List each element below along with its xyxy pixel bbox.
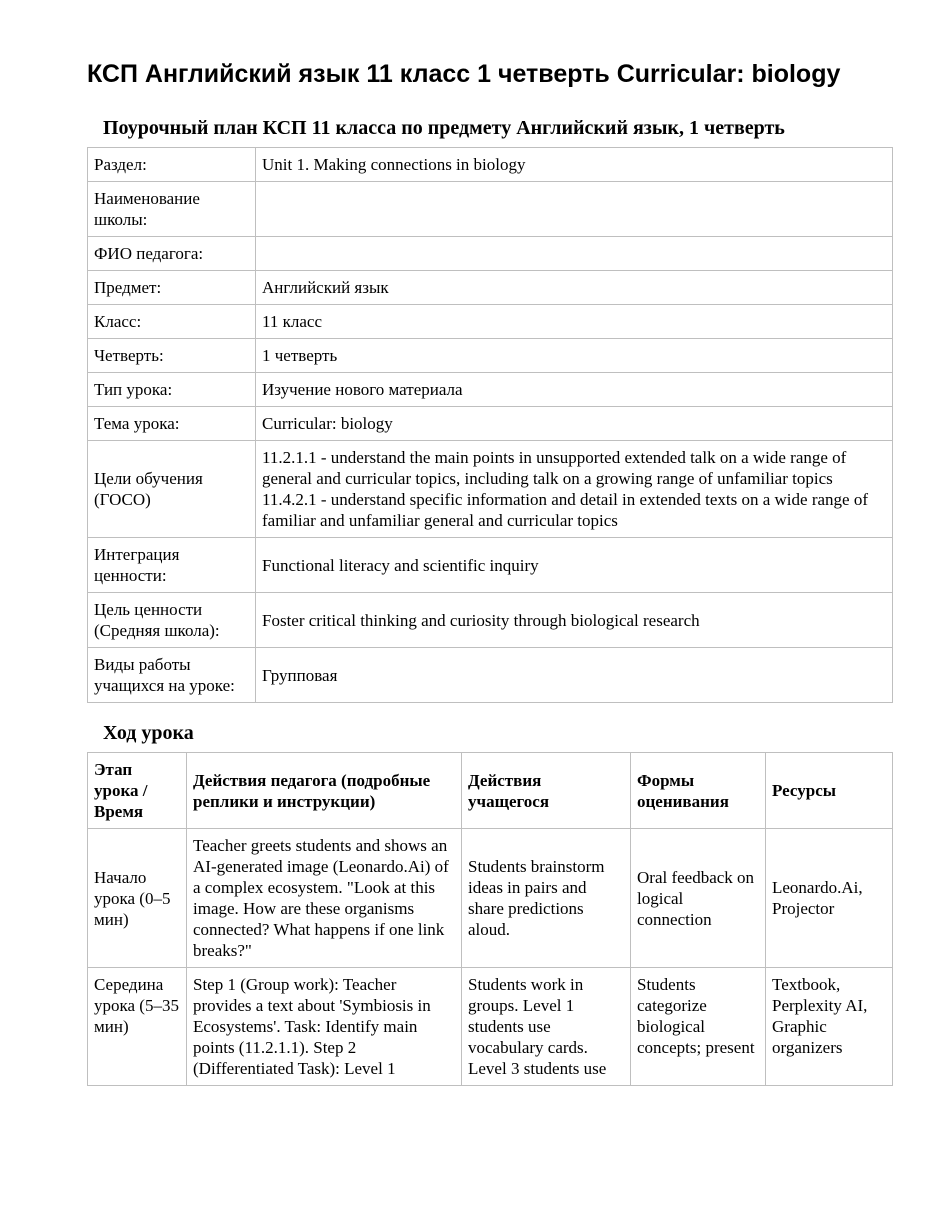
info-row-quarter [88, 339, 893, 373]
teacher-actions-cell: Step 1 (Group work): Teacher provides a text about 'Symbiosis in Ecosystems'. Task: Identify main points (11.2.1.1). Step 2 (Differentiated Task): Level 1 [187, 968, 462, 1086]
info-row-learning-objectives [88, 441, 893, 538]
info-value: Английский язык [256, 271, 893, 305]
info-value [256, 182, 893, 237]
info-label: Цель ценности (Средняя школа): [88, 593, 256, 648]
info-label: Тема урока: [88, 407, 256, 441]
lesson-flow-table [87, 752, 893, 1086]
info-label: Раздел: [88, 148, 256, 182]
info-row-section [88, 148, 893, 182]
info-label: Наименование школы: [88, 182, 256, 237]
info-value: Групповая [256, 648, 893, 703]
table-row [88, 968, 893, 1086]
info-label: Четверть: [88, 339, 256, 373]
lesson-table-header-row [88, 753, 893, 829]
info-label: Предмет: [88, 271, 256, 305]
info-row-grade [88, 305, 893, 339]
info-row-value-integration [88, 538, 893, 593]
student-actions-cell: Students work in groups. Level 1 students use vocabulary cards. Level 3 students use [462, 968, 631, 1086]
info-label: ФИО педагога: [88, 237, 256, 271]
document-page [87, 58, 893, 1086]
info-label: Цели обучения (ГОСО) [88, 441, 256, 538]
header-student-actions: Действия учащегося [462, 753, 631, 829]
lesson-flow-heading: Ход урока [103, 722, 194, 744]
info-row-subject [88, 271, 893, 305]
info-value [256, 237, 893, 271]
info-row-work-types [88, 648, 893, 703]
info-label: Интеграция ценности: [88, 538, 256, 593]
info-label: Тип урока: [88, 373, 256, 407]
lesson-info-table [87, 147, 893, 703]
resources-cell: Leonardo.Ai, Projector [766, 829, 893, 968]
info-row-lesson-type [88, 373, 893, 407]
info-row-value-goal [88, 593, 893, 648]
header-teacher-actions: Действия педагога (подробные реплики и инструкции) [187, 753, 462, 829]
info-value: Foster critical thinking and curiosity through biological research [256, 593, 893, 648]
info-value: Unit 1. Making connections in biology [256, 148, 893, 182]
document-title: КСП Английский язык 11 класс 1 четверть Curricular: biology [87, 60, 841, 88]
stage-cell: Начало урока (0–5 мин) [88, 829, 187, 968]
header-stage: Этап урока / Время [88, 753, 187, 829]
info-value: 1 четверть [256, 339, 893, 373]
table-row [88, 829, 893, 968]
info-value: Functional literacy and scientific inquiry [256, 538, 893, 593]
info-row-school [88, 182, 893, 237]
info-label: Класс: [88, 305, 256, 339]
resources-cell: Textbook, Perplexity AI, Graphic organizers [766, 968, 893, 1086]
info-value: Изучение нового материала [256, 373, 893, 407]
info-row-lesson-topic [88, 407, 893, 441]
assessment-cell: Students categorize biological concepts; present [631, 968, 766, 1086]
info-row-teacher [88, 237, 893, 271]
info-value: Curricular: biology [256, 407, 893, 441]
header-resources: Ресурсы [766, 753, 893, 829]
info-value: 11 класс [256, 305, 893, 339]
info-value: 11.2.1.1 - understand the main points in unsupported extended talk on a wide range of general and curricular topics, including talk on a growing range of unfamiliar topics 11.4.2.1 - understand specific information and detail in extended texts on a wide range of familiar and unfamiliar general and curricular topics [256, 441, 893, 538]
assessment-cell: Oral feedback on logical connection [631, 829, 766, 968]
header-assessment: Формы оценивания [631, 753, 766, 829]
student-actions-cell: Students brainstorm ideas in pairs and share predictions aloud. [462, 829, 631, 968]
info-label: Виды работы учащихся на уроке: [88, 648, 256, 703]
plan-heading: Поурочный план КСП 11 класса по предмету Английский язык, 1 четверть [103, 117, 785, 139]
stage-cell: Середина урока (5–35 мин) [88, 968, 187, 1086]
teacher-actions-cell: Teacher greets students and shows an AI-generated image (Leonardo.Ai) of a complex ecosystem. "Look at this image. How are these organisms connected? What happens if one link breaks?" [187, 829, 462, 968]
